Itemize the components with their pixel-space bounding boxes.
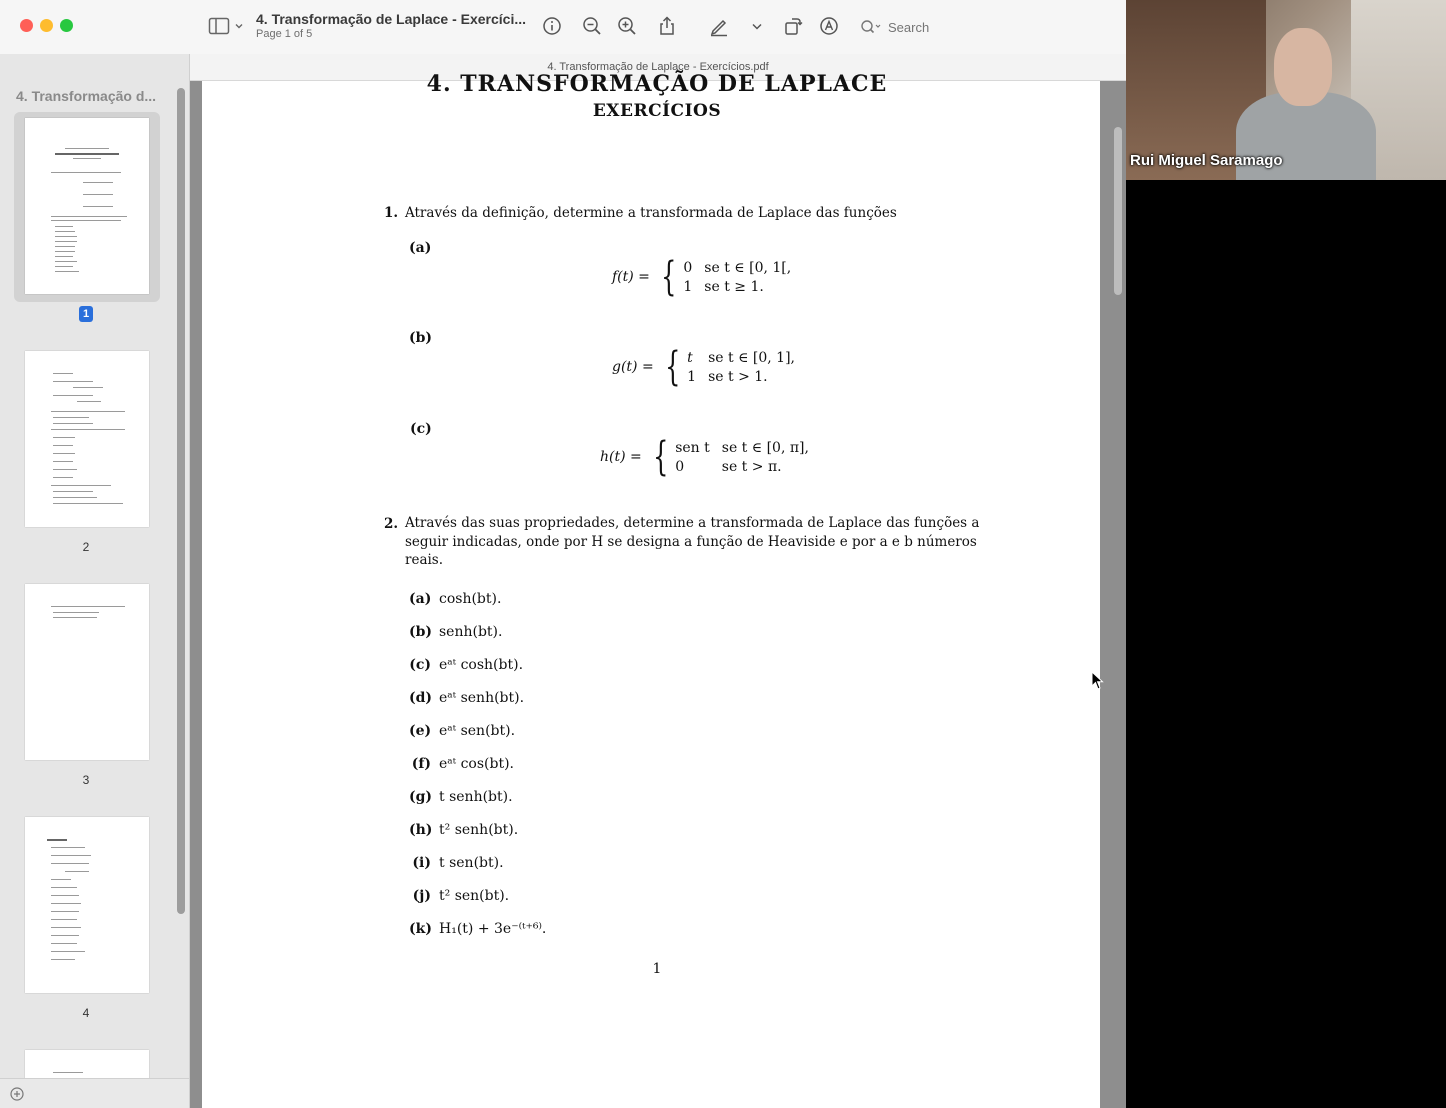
page-number-4: 4: [82, 1006, 90, 1020]
chevron-down-icon: [746, 15, 768, 37]
minimize-window-button[interactable]: [40, 19, 53, 32]
page-number-3: 3: [82, 773, 90, 787]
q1-formula-b: g(t) = { t se t ∈ [0, 1], 1 se t > 1.: [612, 344, 795, 390]
title-bar: [0, 0, 1126, 54]
sidebar-toggle-button[interactable]: [208, 16, 246, 36]
q1-part-a-label: (a): [409, 240, 432, 256]
page-number-2: 2: [82, 540, 90, 554]
document-heading: EXERCÍCIOS: [592, 101, 722, 121]
sidebar-document-title: 4. Transformação d...: [16, 88, 157, 104]
zoom-in-button[interactable]: [616, 15, 638, 37]
q2-item-g: (g) t senh(bt).: [409, 789, 513, 805]
share-button[interactable]: [656, 15, 678, 37]
zoom-window-button[interactable]: [60, 19, 73, 32]
q2-item-a: (a) cosh(bt).: [409, 591, 502, 607]
page-thumbnail-2[interactable]: [25, 351, 149, 527]
document-heading-cut: 4. TRANSFORMAÇÃO DE LAPLACE: [426, 71, 888, 97]
chevron-down-icon: [234, 21, 244, 31]
rotate-icon: [782, 15, 804, 37]
q2-item-i: (i) t sen(bt).: [412, 855, 504, 871]
annotate-icon: [818, 15, 840, 37]
q2-item-j: (j) t² sen(bt).: [412, 888, 510, 904]
mouse-cursor-icon: [1091, 671, 1105, 691]
share-icon: [656, 15, 678, 37]
document-viewer[interactable]: [190, 71, 1126, 1108]
page-number-1: 1: [79, 306, 93, 322]
q2-item-c: (c) eᵃᵗ cosh(bt).: [409, 657, 524, 673]
thumbnail-sidebar: [0, 54, 190, 1108]
q2-item-k: (k) H₁(t) + 3e⁻⁽ᵗ⁺⁶⁾.: [409, 921, 547, 937]
info-button[interactable]: [541, 15, 563, 37]
document-title: 4. Transformação de Laplace - Exercíci...: [256, 11, 527, 27]
q1-formula-a: f(t) = { 0 se t ∈ [0, 1[, 1 se t ≥ 1.: [612, 254, 792, 300]
question-1-text: Através da definição, determine a transformada de Laplace das funções: [405, 205, 897, 221]
sidebar-scrollbar[interactable]: [177, 88, 185, 914]
participant-name: Rui Miguel Saramago: [1130, 152, 1283, 169]
q1-part-b-label: (b): [409, 330, 433, 346]
q2-item-h: (h) t² senh(bt).: [409, 822, 519, 838]
search-icon: [860, 19, 882, 35]
zoom-out-icon: [581, 15, 603, 37]
document-scrollbar[interactable]: [1114, 127, 1122, 295]
zoom-in-icon: [616, 15, 638, 37]
search-field[interactable]: [860, 15, 1104, 39]
page-indicator: Page 1 of 5: [256, 28, 313, 40]
q2-item-b: (b) senh(bt).: [409, 624, 503, 640]
video-participant-tile: [1126, 0, 1446, 180]
info-icon: [541, 15, 563, 37]
close-window-button[interactable]: [20, 19, 33, 32]
question-2-text-line1: Através das suas propriedades, determine a transformada de Laplace das funções a: [405, 515, 980, 531]
page-thumbnail-4[interactable]: [25, 817, 149, 993]
question-2-text-line3: reais.: [405, 552, 444, 568]
markup-menu-button[interactable]: [746, 15, 768, 37]
annotate-button[interactable]: [818, 15, 840, 37]
zoom-out-button[interactable]: [581, 15, 603, 37]
search-input[interactable]: [888, 20, 1088, 35]
question-1-number: 1.: [384, 205, 399, 221]
q1-formula-c: h(t) = { sen t se t ∈ [0, π], 0 se t > π.: [600, 434, 809, 480]
q2-item-f: (f) eᵃᵗ cos(bt).: [411, 756, 515, 772]
add-page-icon[interactable]: [10, 1087, 24, 1101]
sidebar-footer: [0, 1078, 190, 1108]
markup-button[interactable]: [708, 15, 730, 37]
q2-item-d: (d) eᵃᵗ senh(bt).: [409, 690, 525, 706]
page-thumbnail-3[interactable]: [25, 584, 149, 760]
page-thumbnail-1[interactable]: [25, 118, 149, 294]
sidebar-icon: [208, 17, 230, 35]
question-2-number: 2.: [384, 516, 399, 532]
q1-part-c-label: (c): [410, 421, 432, 437]
page-footer-number: 1: [652, 961, 662, 977]
pdf-page: [202, 71, 1100, 1108]
q2-item-e: (e) eᵃᵗ sen(bt).: [409, 723, 516, 739]
markup-pen-icon: [708, 15, 730, 37]
file-name-bar: 4. Transformação de Laplace - Exercícios.pdf: [190, 54, 1126, 81]
rotate-button[interactable]: [782, 15, 804, 37]
question-2-text-line2: seguir indicadas, onde por H se designa a função de Heaviside e por a e b números: [405, 534, 977, 550]
